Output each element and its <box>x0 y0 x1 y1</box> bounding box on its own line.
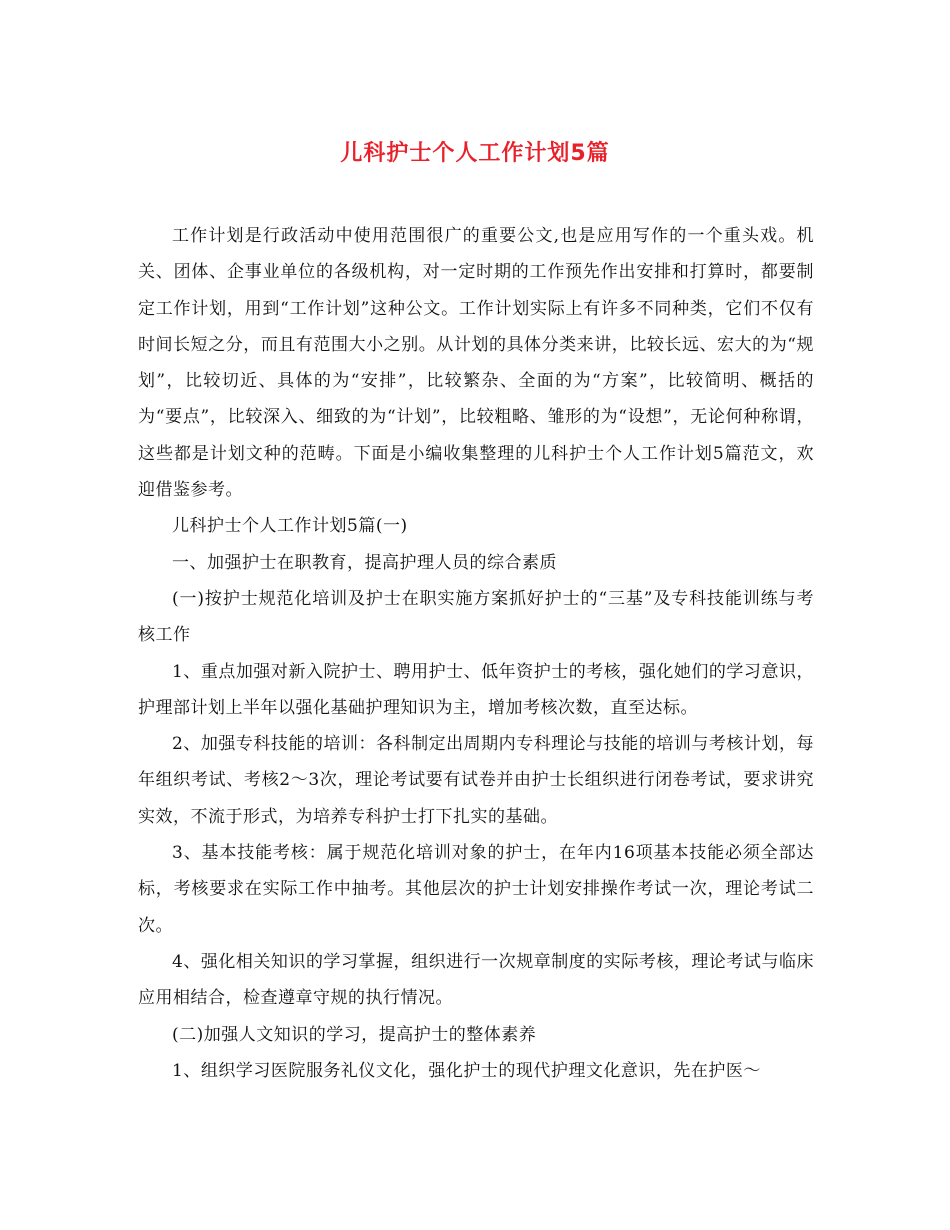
list-item: 2、加强专科技能的培训：各科制定出周期内专科理论与技能的培训与考核计划，每年组织考试、考核2～3次，理论考试要有试卷并由护士长组织进行闭卷考试，要求讲究实效，不流于形式，为培养专科护士打下扎实的基础。 <box>138 734 814 827</box>
list-item: 3、基本技能考核：属于规范化培训对象的护士，在年内16项基本技能必须全部达标，考核要求在实际工作中抽考。其他层次的护士计划安排操作考试一次，理论考试二次。 <box>138 843 814 936</box>
section-heading: 儿科护士个人工作计划5篇(一) <box>172 516 408 537</box>
subsection-heading: (一)按护士规范化培训及护士在职实施方案抓好护士的“三基”及专科技能训练与考核工作 <box>138 588 814 646</box>
intro-paragraph: 工作计划是行政活动中使用范围很广的重要公文,也是应用写作的一个重头戏。机关、团体、企事业单位的各级机构，对一定时期的工作预先作出安排和打算时，都要制定工作计划，用到“工作计划”这种公文。工作计划实际上有许多不同种类，它们不仅有时间长短之分，而且有范围大小之别。从计划的具体分类来讲，比较长远、宏大的为“规划”，比较切近、具体的为“安排”，比较繁杂、全面的为“方案”，比较简明、概括的为“要点”，比较深入、细致的为“计划”，比较粗略、雏形的为“设想”，无论何种称谓，这些都是计划文种的范畴。下面是小编收集整理的儿科护士个人工作计划5篇范文，欢迎借鉴参考。 <box>138 226 814 501</box>
document-body <box>138 218 814 1089</box>
document-title: 儿科护士个人工作计划5篇 <box>340 141 610 166</box>
list-item: 4、强化相关知识的学习掌握，组织进行一次规章制度的实际考核，理论考试与临床应用相结合，检查遵章守规的执行情况。 <box>138 951 814 1009</box>
subsection-heading: (二)加强人文知识的学习，提高护士的整体素养 <box>172 1024 537 1045</box>
list-item: 1、组织学习医院服务礼仪文化，强化护士的现代护理文化意识，先在护医～ <box>172 1060 761 1081</box>
chapter-heading: 一、加强护士在职教育，提高护理人员的综合素质 <box>172 552 557 573</box>
list-item: 1、重点加强对新入院护士、聘用护士、低年资护士的考核，强化她们的学习意识，护理部计划上半年以强化基础护理知识为主，增加考核次数，直至达标。 <box>138 661 814 718</box>
